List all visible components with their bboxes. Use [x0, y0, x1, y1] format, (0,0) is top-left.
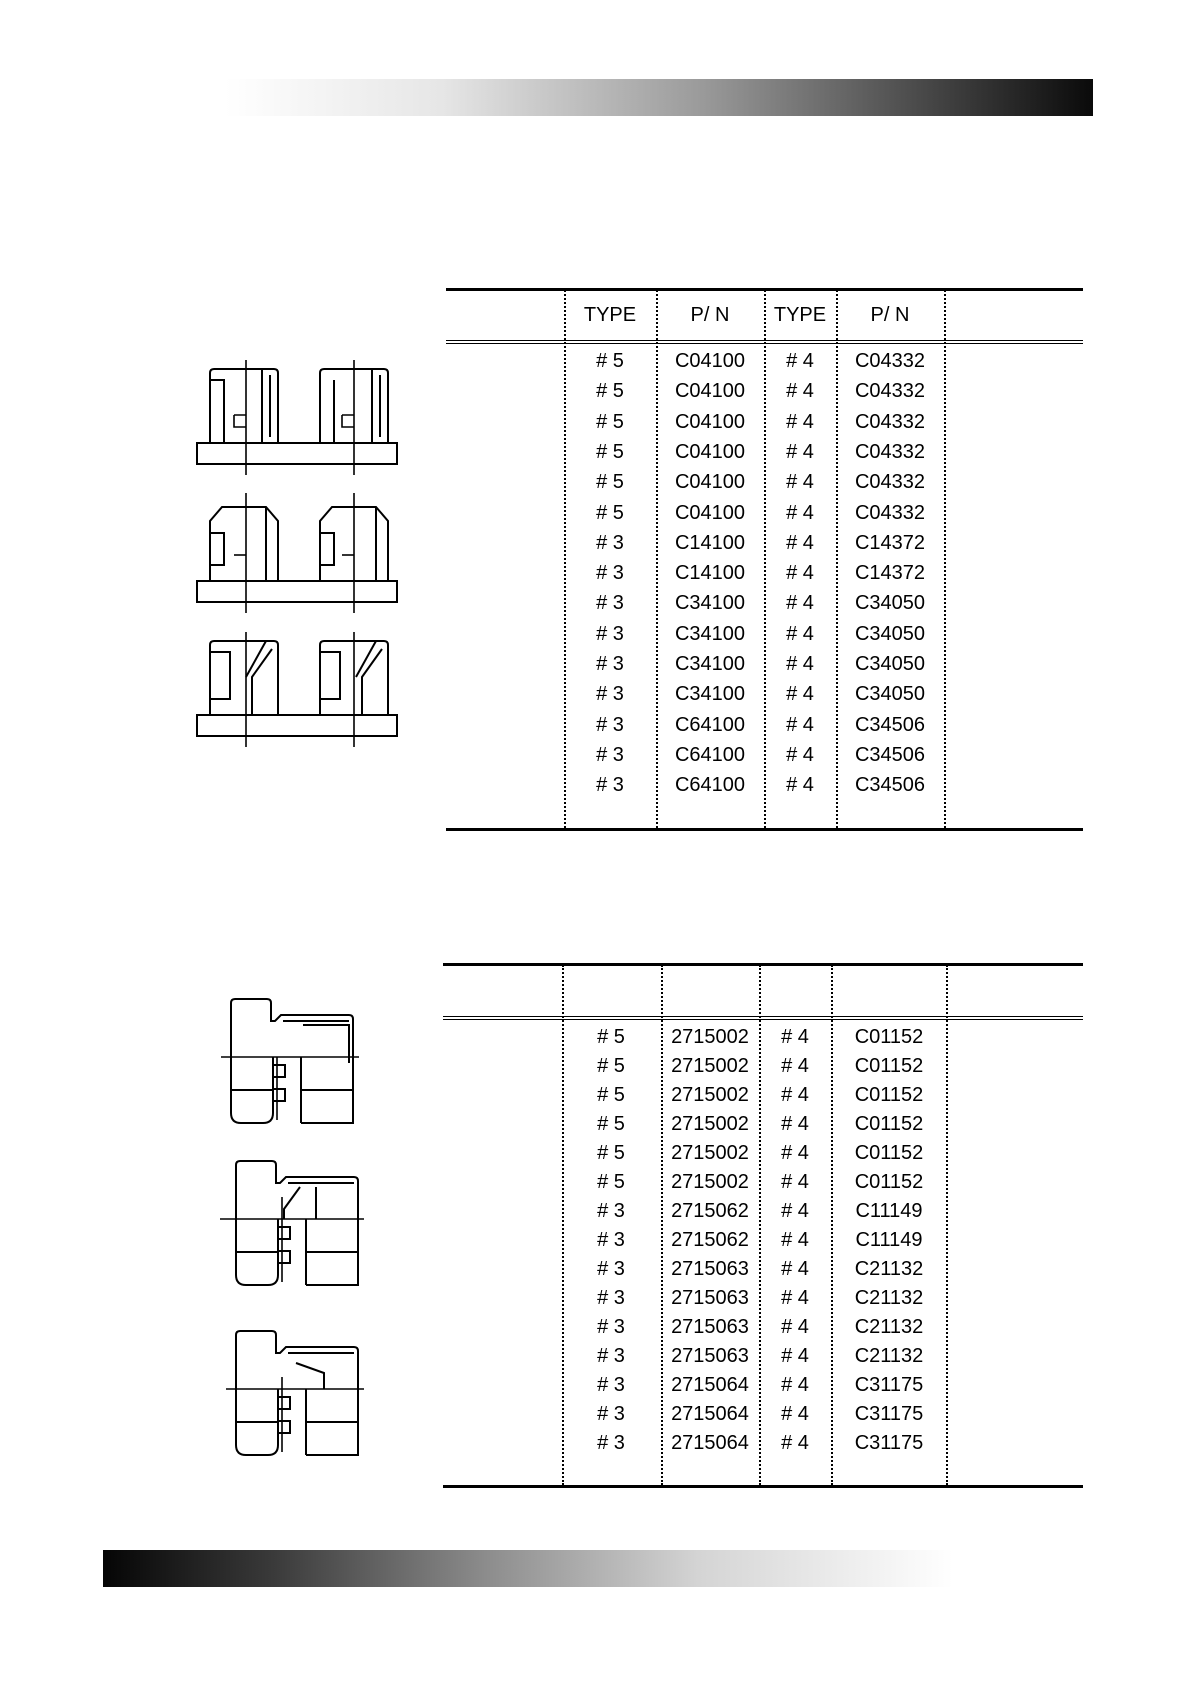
- table-cell: 2715064: [671, 1403, 749, 1425]
- table-cell: C01152: [854, 1026, 924, 1048]
- table-cell: 2715063: [671, 1316, 749, 1338]
- column-separator: [944, 290, 946, 828]
- table-cell: # 3: [596, 743, 624, 766]
- table-cell: # 4: [781, 1142, 809, 1164]
- fitting-pair-straight-icon: [197, 360, 397, 475]
- table-cell: # 4: [786, 501, 814, 524]
- table-cell: # 3: [597, 1200, 625, 1222]
- table-cell: C04332: [854, 501, 926, 524]
- table-cell: # 3: [596, 622, 624, 645]
- table-cell: C14372: [854, 562, 926, 585]
- table-cell: # 4: [781, 1345, 809, 1367]
- swivel-elbow-icon: [221, 999, 359, 1123]
- table-cell: C31175: [854, 1432, 924, 1454]
- fitting-pair-angled-icon: [197, 632, 397, 747]
- fitting-pair-drawings: [190, 355, 410, 755]
- table-cell: C14100: [674, 531, 746, 554]
- table-cell: C11149: [855, 1200, 923, 1222]
- table-cell: C01152: [854, 1084, 924, 1106]
- table-cell: # 3: [597, 1258, 625, 1280]
- table-top-rule: [443, 963, 1083, 966]
- table-cell: C21132: [854, 1258, 924, 1280]
- table-header-rule: [443, 1016, 1083, 1020]
- table-cell: # 3: [597, 1287, 625, 1309]
- table-cell: # 3: [596, 713, 624, 736]
- table-cell: # 4: [781, 1084, 809, 1106]
- swivel-elbow-short-icon: [220, 1161, 364, 1285]
- table-cell: C21132: [854, 1345, 924, 1367]
- table-cell: # 4: [781, 1229, 809, 1251]
- table-cell: C04332: [854, 380, 926, 403]
- table-cell: # 5: [597, 1171, 625, 1193]
- table-cell: # 4: [781, 1432, 809, 1454]
- table-cell: C34100: [674, 622, 746, 645]
- table-cell: # 4: [781, 1287, 809, 1309]
- column-separator: [764, 290, 766, 828]
- table-cell: # 3: [597, 1432, 625, 1454]
- fitting-drawings-group-1: [190, 355, 410, 755]
- column-separator: [562, 965, 564, 1485]
- parts-table-1: [446, 288, 1083, 831]
- table-cell: 2715002: [671, 1055, 749, 1077]
- table-cell: # 5: [597, 1055, 625, 1077]
- table-cell: C34506: [854, 713, 926, 736]
- header-pn-2: P/ N: [870, 304, 910, 326]
- table-cell: # 4: [786, 380, 814, 403]
- table-cell: 2715064: [671, 1432, 749, 1454]
- table-cell: # 3: [597, 1316, 625, 1338]
- header-pn-1: P/ N: [690, 304, 730, 326]
- table-cell: # 3: [596, 592, 624, 615]
- table-cell: # 4: [786, 350, 814, 372]
- table-cell: # 4: [786, 531, 814, 554]
- table-cell: # 4: [781, 1113, 809, 1135]
- parts-table-2: [443, 963, 1083, 1489]
- table-cell: # 4: [786, 592, 814, 615]
- table-cell: C34100: [674, 653, 746, 675]
- table-cell: # 4: [786, 653, 814, 675]
- table-cell: # 4: [786, 471, 814, 494]
- table-cell: # 4: [786, 562, 814, 585]
- table-bottom-rule: [443, 1485, 1083, 1488]
- column-separator: [831, 965, 833, 1485]
- table-cell: # 3: [596, 683, 624, 706]
- table-cell: # 4: [781, 1200, 809, 1222]
- table-cell: C04100: [674, 380, 746, 403]
- table-cell: C21132: [854, 1287, 924, 1309]
- column-separator: [564, 290, 566, 828]
- swivel-elbow-drawings: [215, 995, 375, 1485]
- table-cell: # 5: [596, 410, 624, 433]
- table-cell: C31175: [854, 1403, 924, 1425]
- table-cell: 2715062: [671, 1229, 749, 1251]
- fitting-drawings-group-2: [215, 995, 375, 1485]
- table-cell: # 4: [781, 1316, 809, 1338]
- table-cell: # 5: [597, 1142, 625, 1164]
- table-cell: # 4: [786, 743, 814, 766]
- table-cell: C34050: [854, 683, 926, 706]
- table-cell: # 5: [597, 1084, 625, 1106]
- table-cell: # 3: [596, 653, 624, 675]
- table-cell: C04100: [674, 501, 746, 524]
- table-cell: # 4: [781, 1374, 809, 1396]
- table-cell: 2715064: [671, 1374, 749, 1396]
- table-cell: # 5: [597, 1113, 625, 1135]
- table-cell: # 5: [596, 380, 624, 403]
- table-cell: C34050: [854, 592, 926, 615]
- table-cell: C34050: [854, 622, 926, 645]
- table-cell: C34050: [854, 653, 926, 675]
- table-cell: C01152: [854, 1055, 924, 1077]
- table-cell: C04332: [854, 440, 926, 463]
- table-cell: C31175: [854, 1374, 924, 1396]
- table-cell: 2715063: [671, 1287, 749, 1309]
- table-cell: C14372: [854, 531, 926, 554]
- table-cell: C04100: [674, 350, 746, 372]
- table-cell: # 4: [781, 1171, 809, 1193]
- table-cell: # 4: [786, 622, 814, 645]
- table-cell: # 4: [781, 1055, 809, 1077]
- table-cell: C04100: [674, 440, 746, 463]
- table-cell: # 4: [786, 440, 814, 463]
- table-cell: 2715002: [671, 1113, 749, 1135]
- table-cell: C01152: [854, 1142, 924, 1164]
- table-cell: C04332: [854, 471, 926, 494]
- table-cell: # 5: [597, 1026, 625, 1048]
- table-cell: 2715062: [671, 1200, 749, 1222]
- table-cell: C64100: [674, 713, 746, 736]
- table-cell: 2715002: [671, 1142, 749, 1164]
- column-separator: [661, 965, 663, 1485]
- table-cell: C04100: [674, 471, 746, 494]
- table-cell: # 5: [596, 350, 624, 372]
- column-separator: [946, 965, 948, 1485]
- table-cell: # 3: [597, 1374, 625, 1396]
- table-cell: 2715063: [671, 1345, 749, 1367]
- table-cell: # 5: [596, 471, 624, 494]
- table-cell: C64100: [674, 743, 746, 766]
- table-cell: # 4: [781, 1258, 809, 1280]
- table-cell: C04100: [674, 410, 746, 433]
- table-cell: # 3: [596, 774, 624, 797]
- table-cell: # 4: [786, 683, 814, 706]
- table-cell: C01152: [854, 1113, 924, 1135]
- table-cell: # 3: [596, 531, 624, 554]
- table-cell: C34506: [854, 743, 926, 766]
- header-type-1: TYPE: [583, 304, 637, 326]
- table-cell: # 5: [596, 440, 624, 463]
- table-cell: 2715002: [671, 1084, 749, 1106]
- table-cell: C21132: [854, 1316, 924, 1338]
- table-cell: # 3: [597, 1345, 625, 1367]
- table-cell: C34506: [854, 774, 926, 797]
- table-cell: # 3: [597, 1229, 625, 1251]
- table-cell: C34100: [674, 683, 746, 706]
- table-cell: C01152: [854, 1171, 924, 1193]
- table-cell: C14100: [674, 562, 746, 585]
- column-separator: [836, 290, 838, 828]
- table-cell: # 5: [596, 501, 624, 524]
- table-cell: # 3: [596, 562, 624, 585]
- table-cell: C34100: [674, 592, 746, 615]
- table-cell: C04332: [854, 350, 926, 372]
- bottom-gradient-band: [103, 1550, 953, 1587]
- fitting-pair-chamfer-icon: [197, 493, 397, 613]
- table-cell: # 3: [597, 1403, 625, 1425]
- table-bottom-rule: [446, 828, 1083, 831]
- top-gradient-band: [225, 79, 1093, 116]
- table-cell: # 4: [781, 1403, 809, 1425]
- column-separator: [759, 965, 761, 1485]
- table-cell: C04332: [854, 410, 926, 433]
- header-type-2: TYPE: [773, 304, 827, 326]
- column-separator: [656, 290, 658, 828]
- swivel-elbow-offset-icon: [226, 1331, 364, 1455]
- table-cell: # 4: [786, 774, 814, 797]
- table-cell: C11149: [855, 1229, 923, 1251]
- table-cell: C64100: [674, 774, 746, 797]
- table-cell: 2715063: [671, 1258, 749, 1280]
- table-cell: # 4: [786, 713, 814, 736]
- table-cell: # 4: [781, 1026, 809, 1048]
- table-cell: # 4: [786, 410, 814, 433]
- table-cell: 2715002: [671, 1026, 749, 1048]
- table-cell: 2715002: [671, 1171, 749, 1193]
